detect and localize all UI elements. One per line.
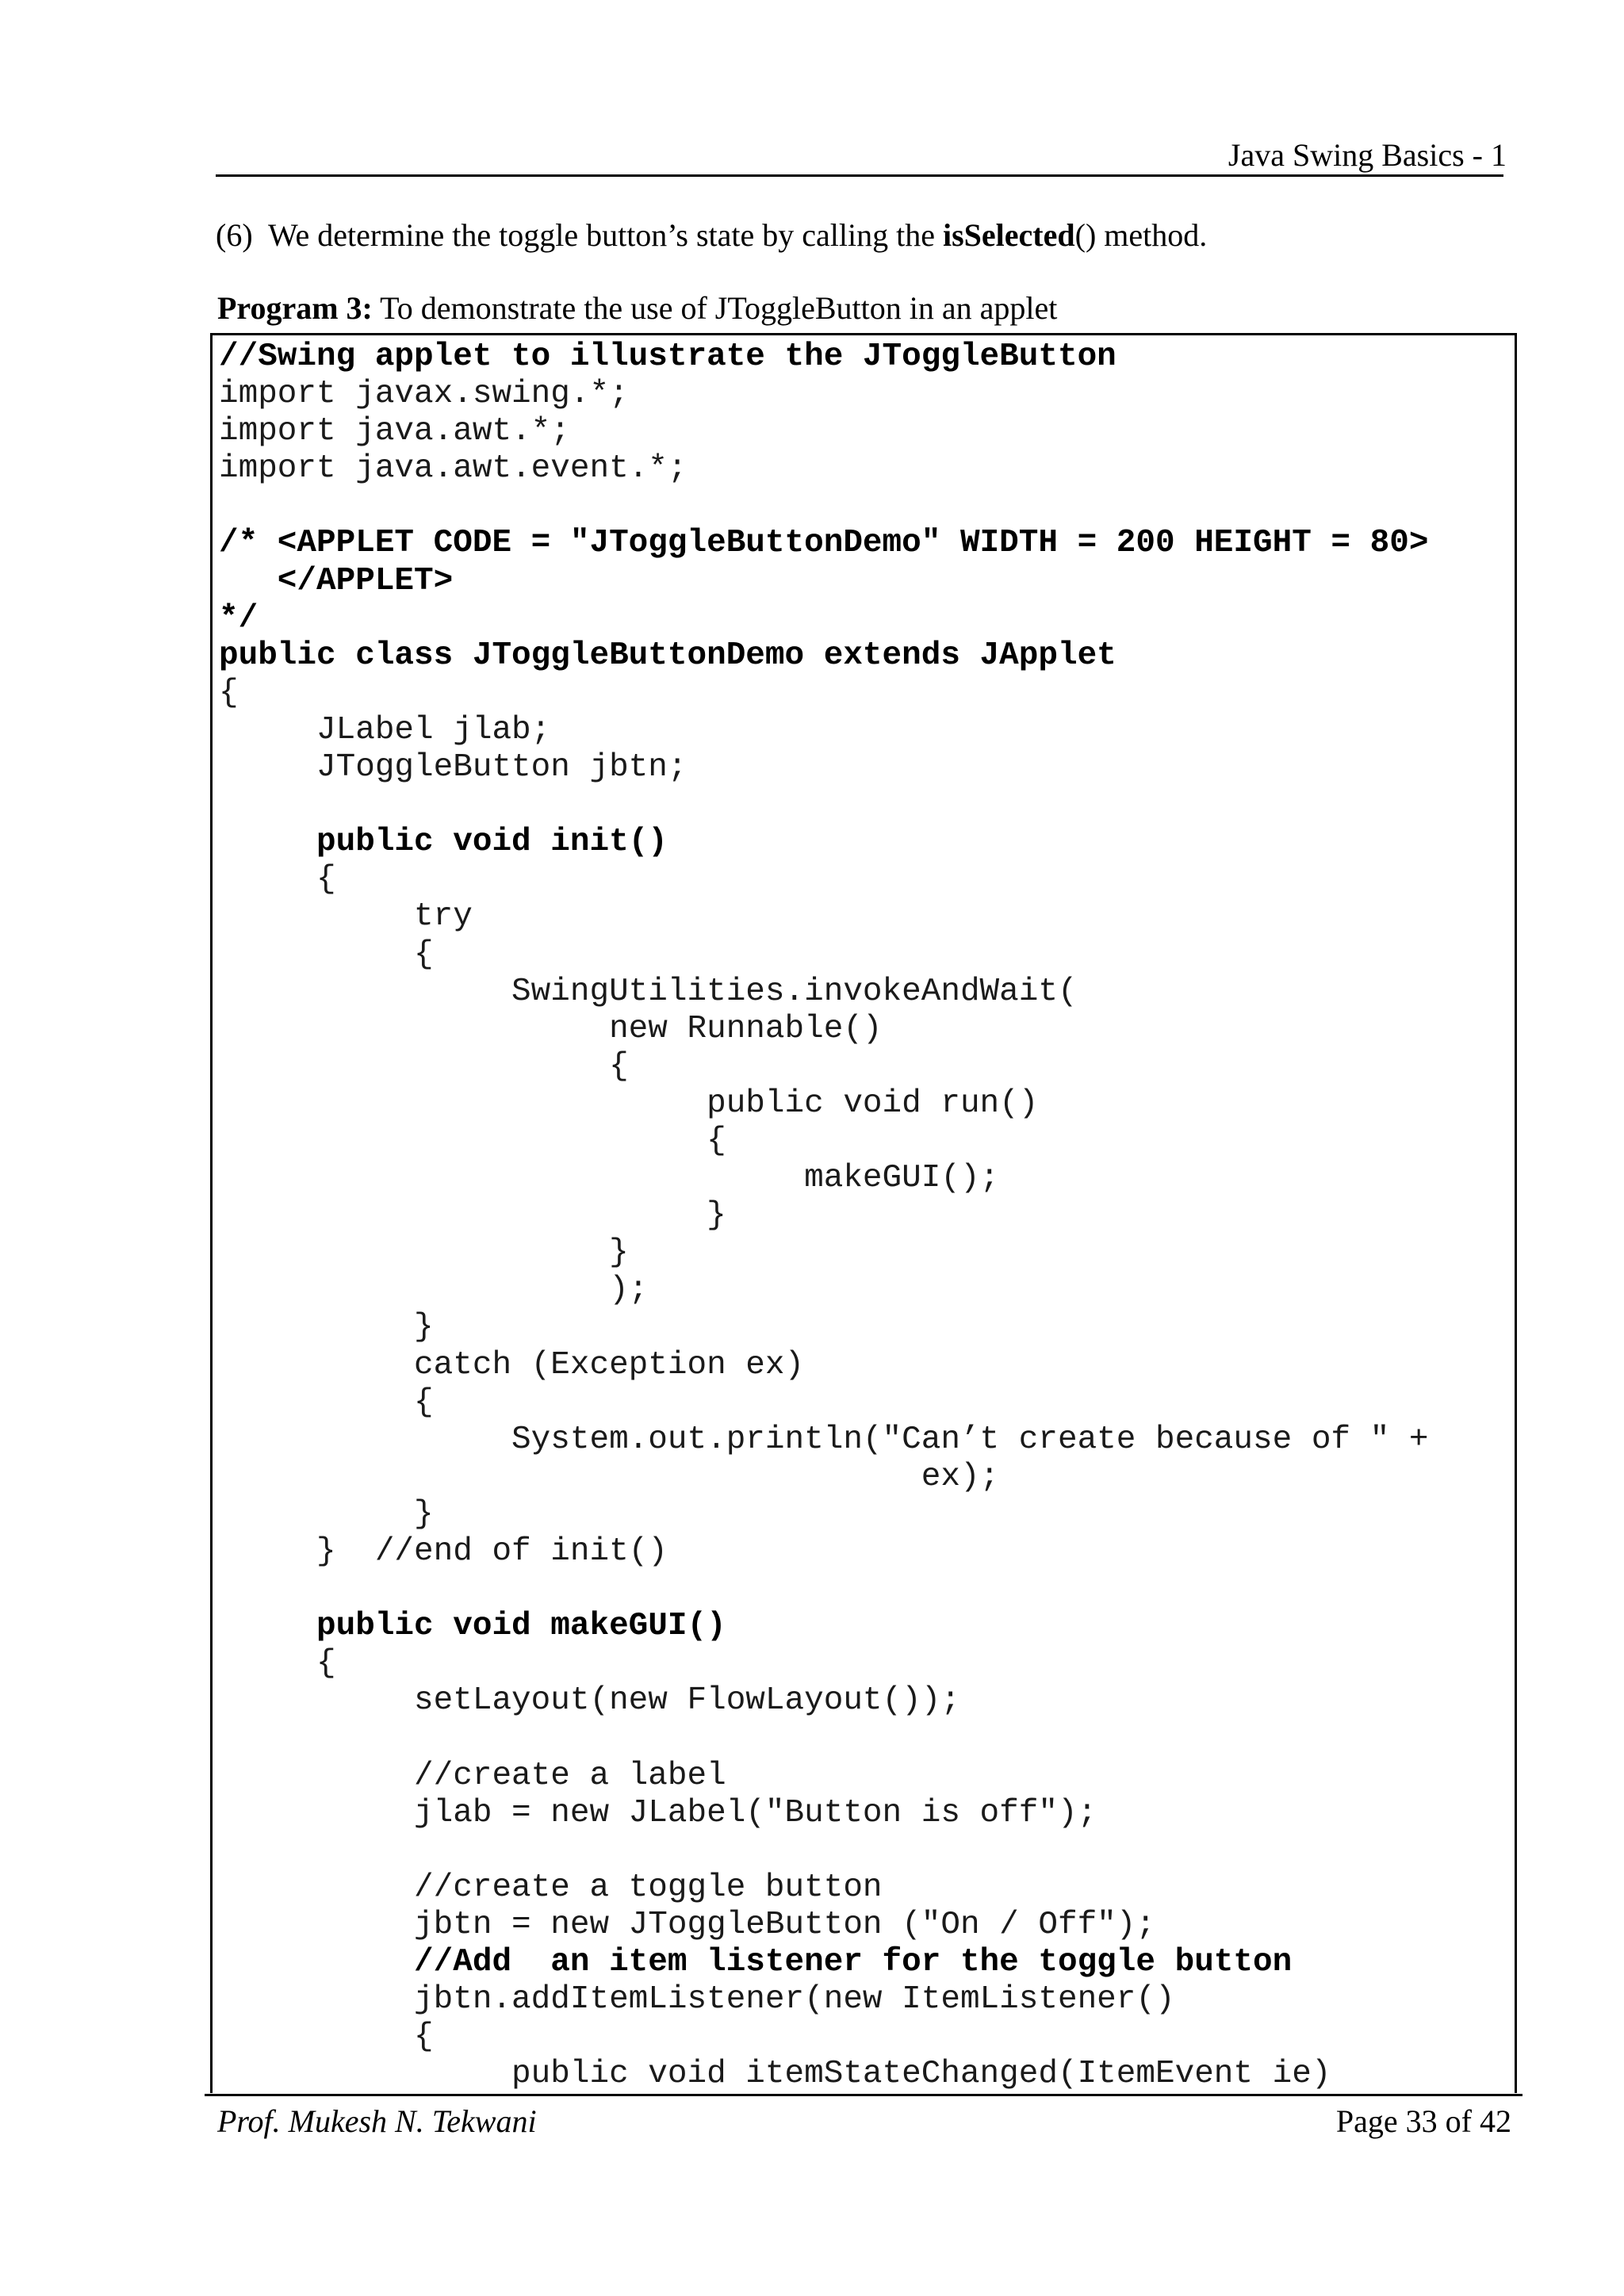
code-line: jlab = new JLabel("Button is off"); <box>219 1794 1097 1831</box>
point-text-before: We determine the toggle button’s state by calling the <box>268 217 943 253</box>
footer-author: Prof. Mukesh N. Tekwani <box>217 2103 537 2139</box>
code-line: /* <APPLET CODE = "JToggleButtonDemo" WIDTH = 200 HEIGHT = 80> <box>219 525 1429 562</box>
code-line: new Runnable() <box>219 1010 883 1047</box>
code-line: import javax.swing.*; <box>219 376 629 413</box>
footer-page-number: Page 33 of 42 <box>1335 2103 1511 2139</box>
code-line: { <box>219 1645 336 1682</box>
code-line: JLabel jlab; <box>219 711 551 748</box>
footer-divider <box>205 2094 1522 2096</box>
code-line: import java.awt.event.*; <box>219 450 688 488</box>
code-line: jbtn = new JToggleButton ("On / Off"); <box>219 1906 1155 1943</box>
code-line <box>219 1720 1428 1757</box>
code-line: //create a toggle button <box>219 1869 883 1906</box>
code-line <box>219 488 1428 525</box>
code-line: { <box>219 2019 434 2056</box>
code-line: System.out.println("Can’t create because of " + <box>219 1421 1429 1458</box>
code-line: { <box>219 1047 629 1085</box>
code-line: } <box>219 1234 629 1272</box>
numbered-point <box>216 216 1207 255</box>
code-line <box>219 1832 1428 1869</box>
code-line: public void init() <box>219 824 668 861</box>
code-line: public class JToggleButtonDemo extends JApplet <box>219 637 1116 674</box>
code-line: } //end of init() <box>219 1533 668 1570</box>
code-line: { <box>219 861 336 898</box>
code-line: //Swing applet to illustrate the JToggleButton <box>219 339 1116 375</box>
code-line: JToggleButton jbtn; <box>219 749 688 786</box>
code-line: */ <box>219 599 259 637</box>
code-listing-box <box>210 333 1517 2093</box>
code-line: } <box>219 1197 726 1234</box>
code-line: { <box>219 1122 726 1159</box>
code-line: setLayout(new FlowLayout()); <box>219 1682 960 1720</box>
code-line: public void itemStateChanged(ItemEvent ie) <box>219 2056 1331 2093</box>
code-line: { <box>219 674 239 711</box>
code-line <box>219 1571 1428 1608</box>
code-line: ); <box>219 1272 649 1309</box>
code-line: ex); <box>219 1458 1000 1495</box>
point-method-name: isSelected <box>943 217 1075 253</box>
code-line: //create a label <box>219 1757 726 1794</box>
code-line: try <box>219 898 473 936</box>
code-line: } <box>219 1495 434 1533</box>
header-divider <box>216 174 1503 177</box>
point-text-after: () method. <box>1074 217 1208 253</box>
point-number: (6) <box>216 217 253 253</box>
program-caption <box>217 289 1057 328</box>
code-line: { <box>219 936 434 973</box>
code-line: catch (Exception ex) <box>219 1346 805 1383</box>
code-line: public void makeGUI() <box>219 1608 726 1645</box>
code-listing <box>219 339 1428 2093</box>
code-line: { <box>219 1383 434 1421</box>
program-label: Program 3: <box>217 290 373 326</box>
code-line: //Add an item listener for the toggle button <box>219 1944 1293 1981</box>
code-line: </APPLET> <box>219 562 454 599</box>
program-description: To demonstrate the use of JToggleButton in an applet <box>372 290 1058 326</box>
code-line <box>219 786 1428 824</box>
running-header-title: Java Swing Basics - 1 <box>1228 137 1507 173</box>
code-line: makeGUI(); <box>219 1160 1000 1197</box>
code-line: } <box>219 1309 434 1346</box>
code-line: import java.awt.*; <box>219 413 570 450</box>
code-line: public void run() <box>219 1085 1039 1122</box>
code-line: jbtn.addItemListener(new ItemListener() <box>219 1981 1175 2019</box>
code-line: SwingUtilities.invokeAndWait( <box>219 973 1078 1010</box>
